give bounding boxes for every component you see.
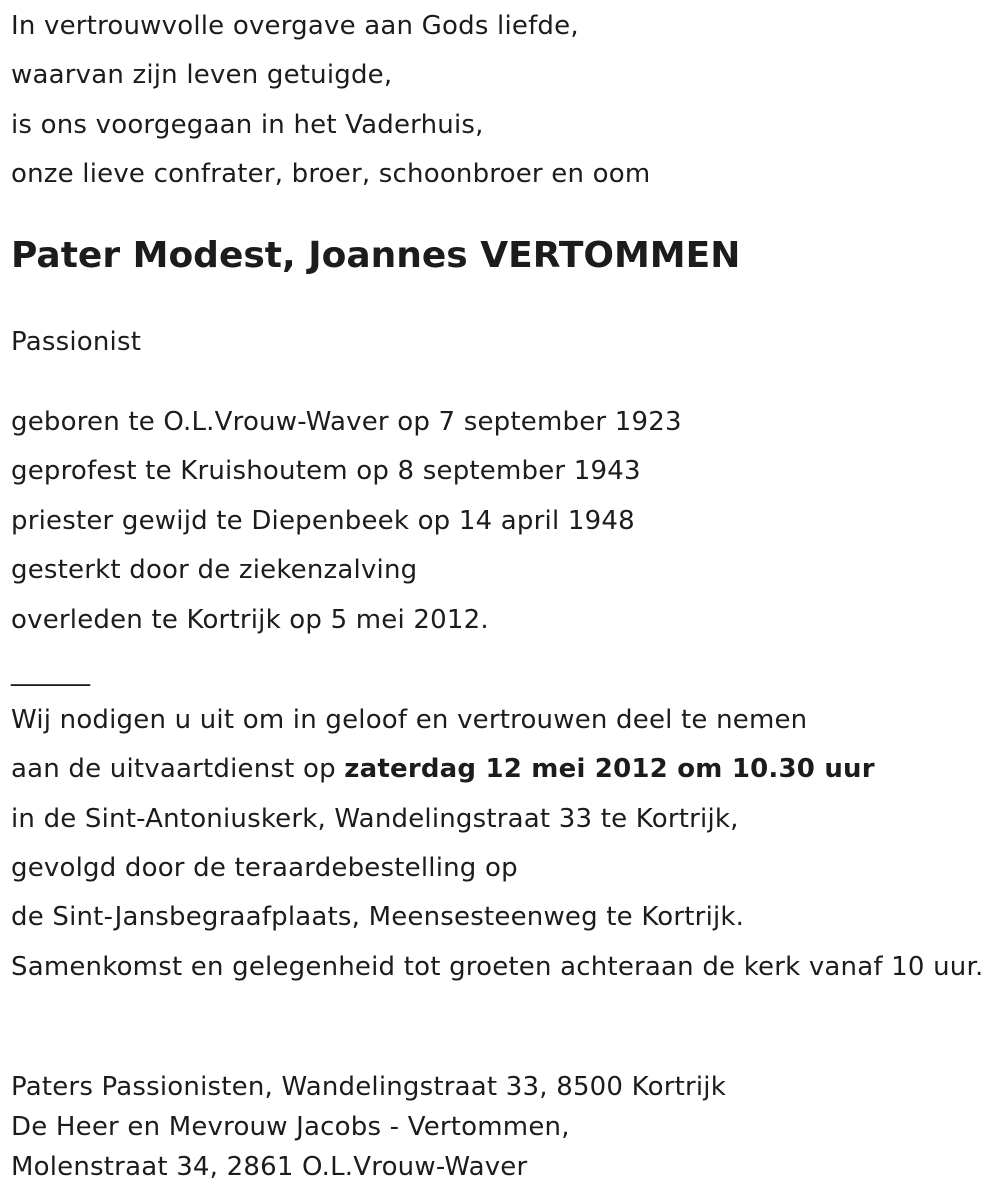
deceased-name: Pater Modest, Joannes VERTOMMEN (11, 235, 741, 276)
invitation-line-6: Samenkomst en gelegenheid tot groeten achteraan de kerk vanaf 10 uur. (11, 952, 984, 982)
life-event-professed: geprofest te Kruishoutem op 8 september 1943 (11, 456, 641, 486)
address-line-3: Molenstraat 34, 2861 O.L.Vrouw-Waver (11, 1152, 528, 1182)
invitation-line-2-text: aan de uitvaartdienst op (11, 754, 345, 784)
intro-line-3: is ons voorgegaan in het Vaderhuis, (11, 110, 484, 140)
life-event-died: overleden te Kortrijk op 5 mei 2012. (11, 605, 489, 635)
intro-line-2: waarvan zijn leven getuigde, (11, 60, 393, 90)
address-line-1: Paters Passionisten, Wandelingstraat 33, 8500 Kortrijk (11, 1072, 726, 1102)
religious-order: Passionist (11, 327, 142, 357)
life-event-anointed: gesterkt door de ziekenzalving (11, 555, 418, 585)
invitation-line-2 (11, 749, 875, 789)
invitation-line-4: gevolgd door de teraardebestelling op (11, 853, 518, 883)
invitation-line-5: de Sint-Jansbegraafplaats, Meensesteenweg te Kortrijk. (11, 902, 745, 932)
separator-line: ______ (11, 657, 91, 687)
intro-line-1: In vertrouwvolle overgave aan Gods liefde, (11, 11, 579, 41)
invitation-line-3: in de Sint-Antoniuskerk, Wandelingstraat 33 te Kortrijk, (11, 804, 739, 834)
life-event-born: geboren te O.L.Vrouw-Waver op 7 september 1923 (11, 407, 682, 437)
life-event-ordained: priester gewijd te Diepenbeek op 14 april 1948 (11, 506, 635, 536)
funeral-date-time: zaterdag 12 mei 2012 om 10.30 uur (344, 754, 875, 784)
invitation-line-1: Wij nodigen u uit om in geloof en vertrouwen deel te nemen (11, 705, 808, 735)
intro-line-4: onze lieve confrater, broer, schoonbroer en oom (11, 159, 651, 189)
address-line-2: De Heer en Mevrouw Jacobs - Vertommen, (11, 1112, 570, 1142)
